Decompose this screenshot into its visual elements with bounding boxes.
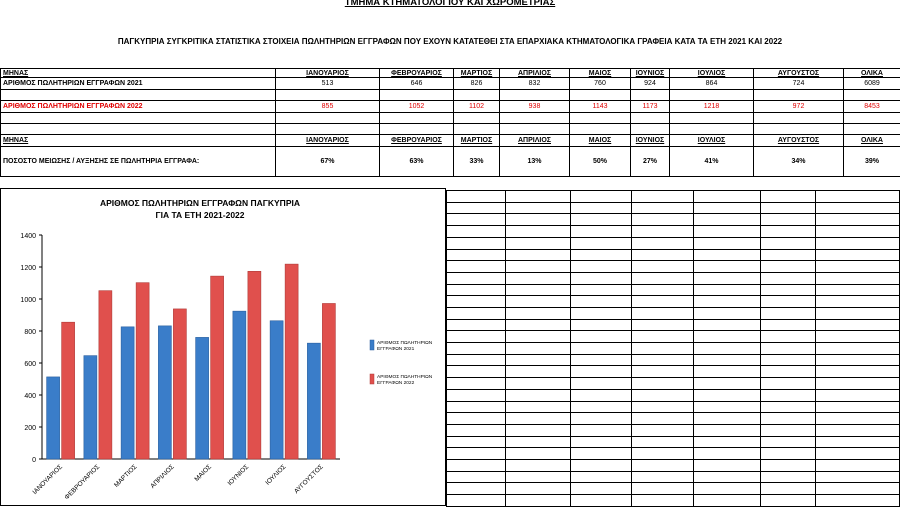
bar-2021 — [158, 326, 171, 459]
table-cell: 34% — [754, 147, 844, 177]
grid-row-line — [446, 307, 900, 308]
table-empty-row — [1, 113, 900, 124]
y-tick-label: 200 — [24, 425, 36, 432]
x-tick-label: ΙΑΝΟΥΑΡΙΟΣ — [31, 463, 64, 496]
month-header: ΑΠΡΙΛΙΟΣ — [500, 135, 570, 147]
table-row-2021 — [1, 78, 900, 90]
bar-2022 — [211, 276, 224, 459]
month-header: ΦΕΒΡΟΥΑΡΙΟΣ — [380, 69, 454, 78]
table-cell: 938 — [500, 101, 570, 113]
bar-2022 — [99, 291, 112, 459]
bar-2021 — [121, 327, 134, 459]
table-cell: 67% — [276, 147, 380, 177]
statistics-table — [0, 68, 900, 177]
y-tick-label: 1400 — [20, 233, 36, 240]
table-row-percentage — [1, 147, 900, 177]
grid-row-line — [446, 482, 900, 483]
page-subtitle: ΠΑΓΚΥΠΡΙΑ ΣΥΓΚΡΙΤΙΚΑ ΣΤΑΤΙΣΤΙΚΑ ΣΤΟΙΧΕΙΑ ΠΩΛΗΤΗΡΙΩΝ ΕΓΓΡΑΦΩΝ ΠΟΥ ΕΧΟΥΝ ΚΑΤΑΤΕΘΕΙ ΣΤΑ ΕΠΑΡΧΙΑΚΑ ΚΤΗΜΑΤΟΛΟΓΙΚΑ ΓΡΑΦΕΙΑ ΚΑΤΑ ΤΑ ΕΤΗ 2021 ΚΑΙ 2022 — [0, 37, 900, 46]
month-header: ΟΛΙΚΑ — [844, 135, 900, 147]
month-header: ΙΟΥΝΙΟΣ — [631, 135, 670, 147]
x-tick-label: ΑΥΓΟΥΣΤΟΣ — [293, 463, 325, 495]
x-tick-label: ΑΠΡΙΛΙΟΣ — [149, 463, 175, 489]
grid-row-line — [446, 260, 900, 261]
grid-row-line — [446, 424, 900, 425]
table-cell: 41% — [670, 147, 754, 177]
bar-2022 — [322, 303, 335, 459]
table-empty-row — [1, 124, 900, 135]
y-tick-label: 600 — [24, 361, 36, 368]
y-tick-label: 0 — [32, 457, 36, 464]
month-header: ΜΑΡΤΙΟΣ — [454, 69, 500, 78]
bar-chart — [0, 188, 446, 506]
row-label-percentage: ΠΟΣΟΣΤΟ ΜΕΙΩΣΗΣ / ΑΥΞΗΣΗΣ ΣΕ ΠΩΛΗΤΗΡΙΑ ΕΓΓΡΑΦΑ: — [1, 147, 276, 177]
month-header: ΜΑΙΟΣ — [570, 69, 631, 78]
grid-row-line — [446, 412, 900, 413]
table-cell: 50% — [570, 147, 631, 177]
table-cell: 1173 — [631, 101, 670, 113]
bar-2021 — [84, 356, 97, 459]
grid-row-line — [446, 459, 900, 460]
grid-row-line — [446, 225, 900, 226]
month-header: ΟΛΙΚΑ — [844, 69, 900, 78]
grid-row-line — [446, 365, 900, 366]
row-label-2021: ΑΡΙΘΜΟΣ ΠΩΛΗΤΗΡΙΩΝ ΕΓΓΡΑΦΩΝ 2021 — [1, 78, 276, 90]
chart-title-line-2: ΓΙΑ ΤΑ ΕΤΗ 2021-2022 — [155, 210, 244, 220]
table-header-row-2 — [1, 135, 900, 147]
table-cell: 1052 — [380, 101, 454, 113]
grid-row-line — [446, 389, 900, 390]
month-header: ΙΟΥΛΙΟΣ — [670, 69, 754, 78]
x-tick-label: ΙΟΥΝΙΟΣ — [227, 463, 251, 487]
table-cell: 826 — [454, 78, 500, 90]
grid-row-line — [446, 272, 900, 273]
table-cell: 724 — [754, 78, 844, 90]
bar-2021 — [233, 311, 246, 459]
bar-2022 — [136, 283, 149, 459]
table-cell: 832 — [500, 78, 570, 90]
grid-row-line — [446, 319, 900, 320]
grid-row-line — [446, 295, 900, 296]
legend-label-2022: ΑΡΙΘΜΟΣ ΠΩΛΗΤΗΡΙΩΝ — [377, 374, 433, 380]
bar-2022 — [285, 264, 298, 459]
x-tick-label: ΜΑΡΤΙΟΣ — [113, 463, 138, 488]
row-label-2022: ΑΡΙΘΜΟΣ ΠΩΛΗΤΗΡΙΩΝ ΕΓΓΡΑΦΩΝ 2022 — [1, 101, 276, 113]
table-cell: 1218 — [670, 101, 754, 113]
y-tick-label: 1200 — [20, 265, 36, 272]
month-header: ΙΟΥΛΙΟΣ — [670, 135, 754, 147]
month-header: ΙΟΥΝΙΟΣ — [631, 69, 670, 78]
x-tick-label: ΜΑΙΟΣ — [193, 463, 213, 483]
grid-row-line — [446, 342, 900, 343]
legend-swatch-2022 — [370, 374, 374, 384]
grid-row-line — [446, 237, 900, 238]
table-cell: 924 — [631, 78, 670, 90]
table-cell: 27% — [631, 147, 670, 177]
table-cell: 63% — [380, 147, 454, 177]
month-label: ΜΗΝΑΣ — [1, 135, 276, 147]
x-tick-label: ΦΕΒΡΟΥΑΡΙΟΣ — [63, 463, 101, 501]
grid-row-line — [446, 330, 900, 331]
legend-swatch-2021 — [370, 340, 374, 350]
bar-2022 — [248, 271, 261, 459]
grid-row-line — [446, 401, 900, 402]
table-cell: 6089 — [844, 78, 900, 90]
grid-row-line — [446, 377, 900, 378]
grid-row-line — [446, 202, 900, 203]
table-cell: 13% — [500, 147, 570, 177]
y-tick-label: 800 — [24, 329, 36, 336]
month-header: ΑΠΡΙΛΙΟΣ — [500, 69, 570, 78]
grid-row-line — [446, 354, 900, 355]
empty-grid — [446, 190, 900, 506]
grid-row-line — [446, 436, 900, 437]
page-title: ΤΜΗΜΑ ΚΤΗΜΑΤΟΛΟΓΙΟΥ ΚΑΙ ΧΩΡΟΜΕΤΡΙΑΣ — [0, 0, 900, 8]
chart-title-line-1: ΑΡΙΘΜΟΣ ΠΩΛΗΤΗΡΙΩΝ ΕΓΓΡΑΦΩΝ ΠΑΓΚΥΠΡΙΑ — [100, 198, 300, 208]
grid-row-line — [446, 190, 900, 191]
month-header: ΜΑΙΟΣ — [570, 135, 631, 147]
grid-row-line — [446, 249, 900, 250]
bar-2021 — [270, 321, 283, 459]
grid-row-line — [446, 471, 900, 472]
month-label: ΜΗΝΑΣ — [1, 69, 276, 78]
grid-row-line — [446, 284, 900, 285]
x-tick-label: ΙΟΥΛΙΟΣ — [264, 463, 287, 486]
y-tick-label: 1000 — [20, 297, 36, 304]
table-cell: 8453 — [844, 101, 900, 113]
table-cell: 513 — [276, 78, 380, 90]
legend-label-2022: ΕΓΓΡΑΦΩΝ 2022 — [377, 380, 415, 386]
grid-row-line — [446, 213, 900, 214]
grid-row-line — [446, 447, 900, 448]
table-cell: 1102 — [454, 101, 500, 113]
bar-2022 — [62, 322, 75, 459]
month-header: ΦΕΒΡΟΥΑΡΙΟΣ — [380, 135, 454, 147]
month-header: ΜΑΡΤΙΟΣ — [454, 135, 500, 147]
legend-label-2021: ΕΓΓΡΑΦΩΝ 2021 — [377, 346, 415, 352]
table-cell: 855 — [276, 101, 380, 113]
table-row-2022 — [1, 101, 900, 113]
bar-2021 — [196, 337, 209, 459]
month-header: ΑΥΓΟΥΣΤΟΣ — [754, 69, 844, 78]
table-header-row — [1, 69, 900, 78]
bar-2021 — [47, 377, 60, 459]
bar-2021 — [307, 343, 320, 459]
table-cell: 760 — [570, 78, 631, 90]
table-cell: 33% — [454, 147, 500, 177]
month-header: ΙΑΝΟΥΑΡΙΟΣ — [276, 69, 380, 78]
table-cell: 864 — [670, 78, 754, 90]
table-cell: 1143 — [570, 101, 631, 113]
table-empty-row — [1, 90, 900, 101]
month-header: ΙΑΝΟΥΑΡΙΟΣ — [276, 135, 380, 147]
bar-2022 — [173, 309, 186, 459]
table-cell: 972 — [754, 101, 844, 113]
table-cell: 39% — [844, 147, 900, 177]
grid-row-line — [446, 494, 900, 495]
legend-label-2021: ΑΡΙΘΜΟΣ ΠΩΛΗΤΗΡΙΩΝ — [377, 340, 433, 346]
y-tick-label: 400 — [24, 393, 36, 400]
month-header: ΑΥΓΟΥΣΤΟΣ — [754, 135, 844, 147]
table-cell: 646 — [380, 78, 454, 90]
